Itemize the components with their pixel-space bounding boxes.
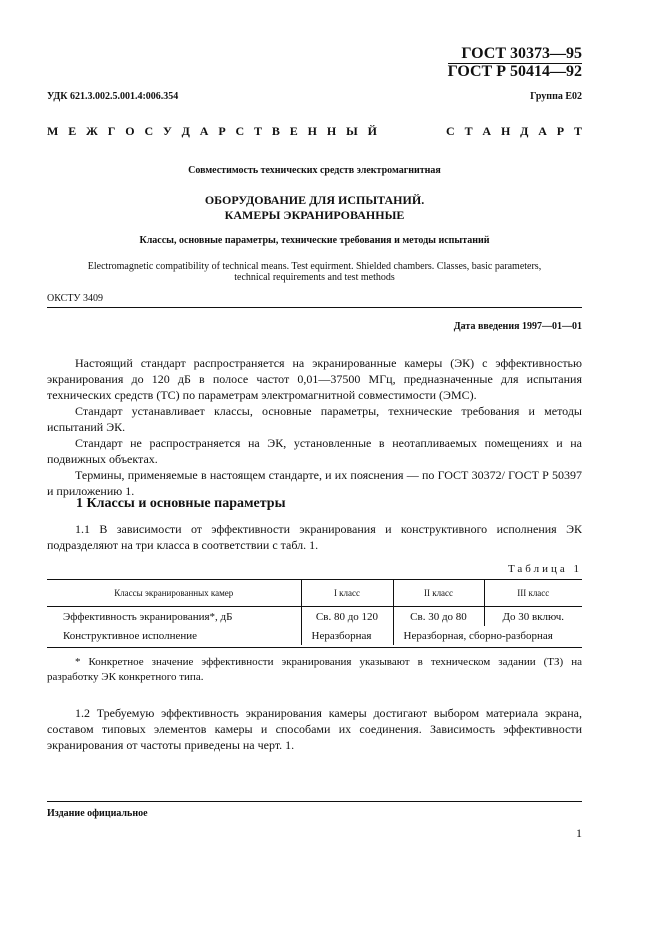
standard-type-text: М Е Ж Г О С У Д А Р С Т В Е Н Н Ы Й С Т А Н Д А Р Т: [47, 124, 582, 138]
intro-paragraph-4: [47, 467, 582, 499]
table-cell: Конструктивное исполнение: [63, 629, 198, 642]
title-line-2: КАМЕРЫ ЭКРАНИРОВАННЫЕ: [224, 208, 405, 222]
udk-code: УДК 621.3.002.5.001.4:006.354: [47, 91, 179, 102]
section-1-heading: 1 Классы и основные параметры: [76, 496, 286, 511]
paragraph-1-1-text: 1.1 В зависимости от эффективности экранирования и конструктивного исполнения ЭК подразделяют на три класса в соответствии с табл. 1.: [47, 522, 582, 552]
footer-divider: [47, 801, 582, 802]
table-row: [47, 626, 582, 645]
compatibility-line: Совместимость технических средств электромагнитная: [188, 165, 441, 176]
table-header-cell: Классы экранированных камер: [47, 580, 301, 607]
oks-code: ОКСТУ 3409: [47, 293, 104, 304]
gost-number-1: ГОСТ 30373—95: [448, 46, 582, 64]
table-footnote-text: * Конкретное значение эффективности экранирования указывают в техническом задании (ТЗ) на разработку ЭК конкретного типа.: [47, 656, 582, 683]
divider: [47, 307, 582, 308]
table-cell: Неразборная, сборно-разборная: [393, 626, 582, 645]
table-bottom-rule: [47, 647, 582, 648]
table-header-cell: I класс: [301, 580, 393, 607]
table-cell: Неразборная: [301, 626, 393, 645]
table-cell: Эффективность экранирования*, дБ: [63, 610, 233, 623]
table-cell: До 30 включ.: [484, 607, 582, 627]
standard-type: [47, 124, 582, 139]
paragraph-1-1: [47, 521, 582, 553]
paragraph-1-2-text: 1.2 Требуемую эффективность экранирования камеры достигают выбором материала экрана, составом типовых элементов камеры и способами их соединения. Зависимость эффективности экранирования от частоты приведены на черт. 1.: [47, 706, 582, 752]
document-title: [47, 193, 582, 223]
english-title-line-2: technical requirements and test methods: [234, 272, 395, 283]
document-subtitle: Классы, основные параметры, технические требования и методы испытаний: [139, 235, 490, 246]
table-cell: Св. 80 до 120: [301, 607, 393, 627]
table-row: [47, 607, 582, 627]
edition-label: Издание официальное: [47, 808, 148, 819]
gost-designation: [448, 46, 582, 80]
english-title: [47, 261, 582, 283]
intro-paragraph-3: [47, 435, 582, 467]
table-header-cell: II класс: [393, 580, 484, 607]
table-cell: Св. 30 до 80: [393, 607, 484, 627]
classes-table: [47, 579, 582, 645]
page-number: 1: [576, 826, 582, 840]
intro-paragraph-2-text: Стандарт устанавливает классы, основные параметры, технические требования и методы испытаний ЭК.: [47, 404, 582, 434]
intro-paragraph-2: [47, 403, 582, 435]
table-header-cell: III класс: [484, 580, 582, 607]
english-title-line-1: Electromagnetic compatibility of technical means. Test equirment. Shielded chambers. Classes, basic parameters,: [87, 261, 542, 272]
intro-paragraph-3-text: Стандарт не распространяется на ЭК, установленные в неотапливаемых помещениях и на подвижных объектах.: [47, 436, 582, 466]
paragraph-1-2: [47, 705, 582, 753]
table-header-row: [47, 580, 582, 607]
intro-paragraph-1: [47, 355, 582, 403]
table-caption: Таблица 1: [507, 563, 582, 575]
intro-paragraph-4-text: Термины, применяемые в настоящем стандарте, и их пояснения — по ГОСТ 30372/ ГОСТ Р 50397 и приложению 1.: [47, 468, 582, 498]
table-footnote: [47, 655, 582, 685]
group-code: Группа Е02: [530, 91, 582, 102]
gost-number-2: ГОСТ Р 50414—92: [447, 63, 582, 80]
title-line-1: ОБОРУДОВАНИЕ ДЛЯ ИСПЫТАНИЙ.: [204, 193, 425, 207]
introduction-date: Дата введения 1997—01—01: [453, 321, 582, 332]
intro-paragraph-1-text: Настоящий стандарт распространяется на экранированные камеры (ЭК) с эффективностью экранирования до 120 дБ в полосе частот 0,01—37500 МГц, предназначенные для испытания технических средств (ТС) по параметрам электромагнитной совместимости (ЭМС).: [47, 356, 582, 402]
